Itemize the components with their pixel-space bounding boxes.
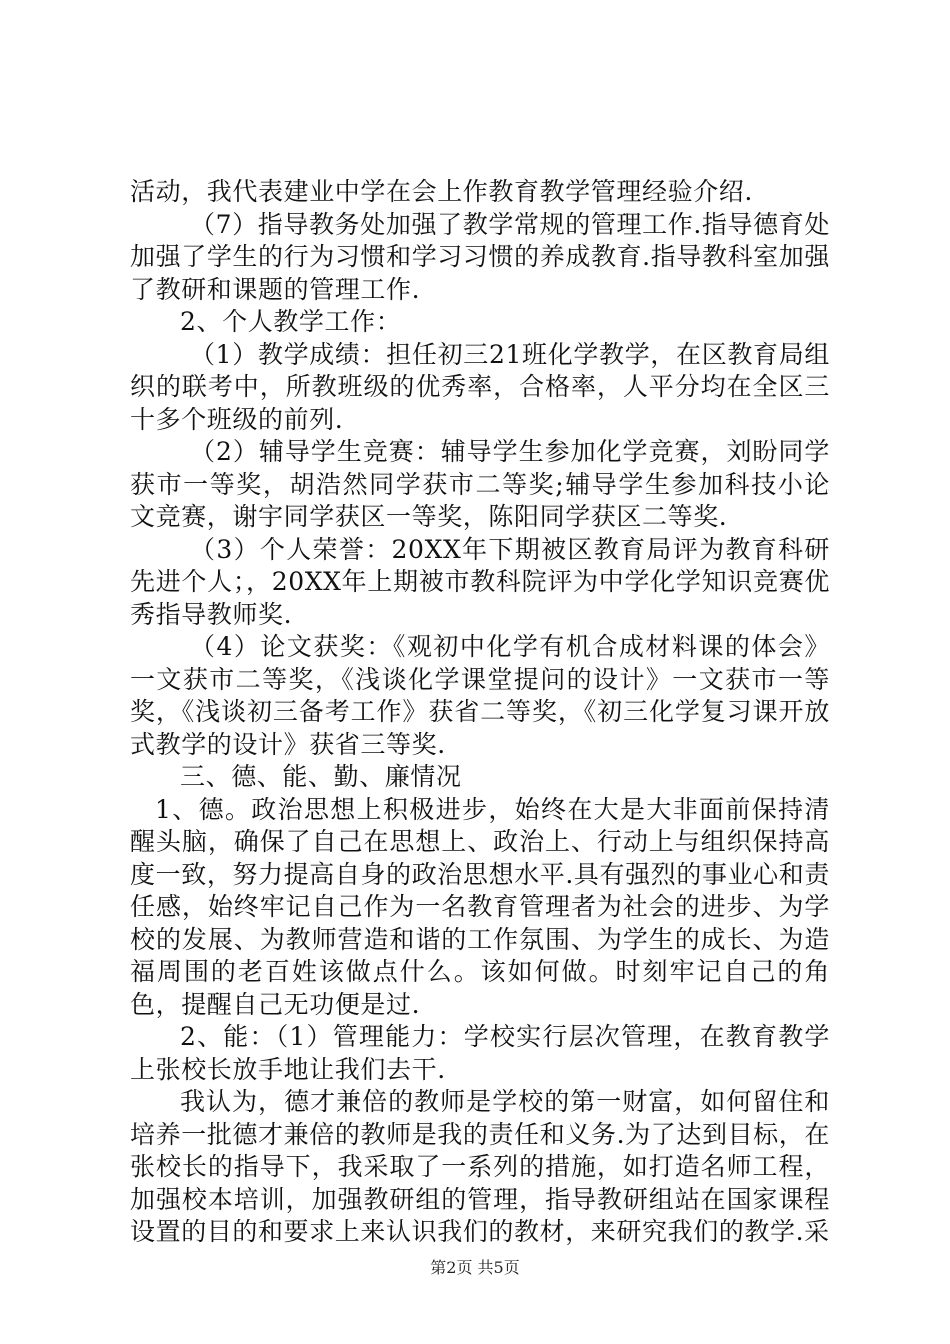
paragraph-1: 活动，我代表建业中学在会上作教育教学管理经验介绍. xyxy=(130,177,753,206)
paragraph-10: 2、能：（1）管理能力：学校实行层次管理，在教育教学上张校长放手地让我们去干. xyxy=(130,1022,830,1084)
paragraph-4: （1）教学成绩：担任初三21班化学教学，在区教育局组织的联考中，所教班级的优秀率，合格率，人平分均在全区三十多个班级的前列. xyxy=(130,339,830,434)
paragraph-2: （7）指导教务处加强了教学常规的管理工作.指导德育处加强了学生的行为习惯和学习习惯的养成教育.指导教科室加强了教研和课题的管理工作. xyxy=(130,209,830,304)
paragraph-11: 我认为，德才兼倍的教师是学校的第一财富，如何留住和培养一批德才兼倍的教师是我的责任和义务.为了达到目标，在张校长的指导下，我采取了一系列的措施，如打造名师工程，加强校本培训，加强教研组的管理，指导教研组站在国家课程设置的目的和要求上来认识我们的教材，来研究我们的教学.采 xyxy=(130,1087,830,1246)
paragraph-6: （3）个人荣誉：20XX年下期被区教育局评为教育科研先进个人；，20XX年上期被市教科院评为中学化学知识竞赛优秀指导教师奖. xyxy=(130,534,830,629)
document-body xyxy=(130,176,830,1249)
paragraph-9: 1、德。政治思想上积极进步，始终在大是大非面前保持清醒头脑，确保了自己在思想上、政治上、行动上与组织保持高度一致，努力提高自身的政治思想水平.具有强烈的事业心和责任感，始终牢记自己作为一名教育管理者为社会的进步、为学校的发展、为教师营造和谐的工作氛围、为学生的成长、为造福周围的老百姓该做点什么。该如何做。时刻牢记自己的角色，提醒自己无功便是过. xyxy=(130,794,830,1019)
paragraph-5: （2）辅导学生竞赛：辅导学生参加化学竞赛，刘盼同学获市一等奖，胡浩然同学获市二等奖;辅导学生参加科技小论文竞赛，谢宇同学获区一等奖，陈阳同学获区二等奖. xyxy=(130,437,830,531)
paragraph-8: 三、德、能、勤、廉情况 xyxy=(180,762,462,791)
paragraph-3: 2、个人教学工作： xyxy=(180,307,402,336)
paragraph-7: （4）论文获奖：《观初中化学有机合成材料课的体会》一文获市二等奖，《浅谈化学课堂提问的设计》一文获市一等奖，《浅谈初三备考工作》获省二等奖，《初三化学复习课开放式教学的设计》获省三等奖. xyxy=(130,632,830,759)
page-number-footer: 第2页 共5页 xyxy=(430,1258,520,1277)
